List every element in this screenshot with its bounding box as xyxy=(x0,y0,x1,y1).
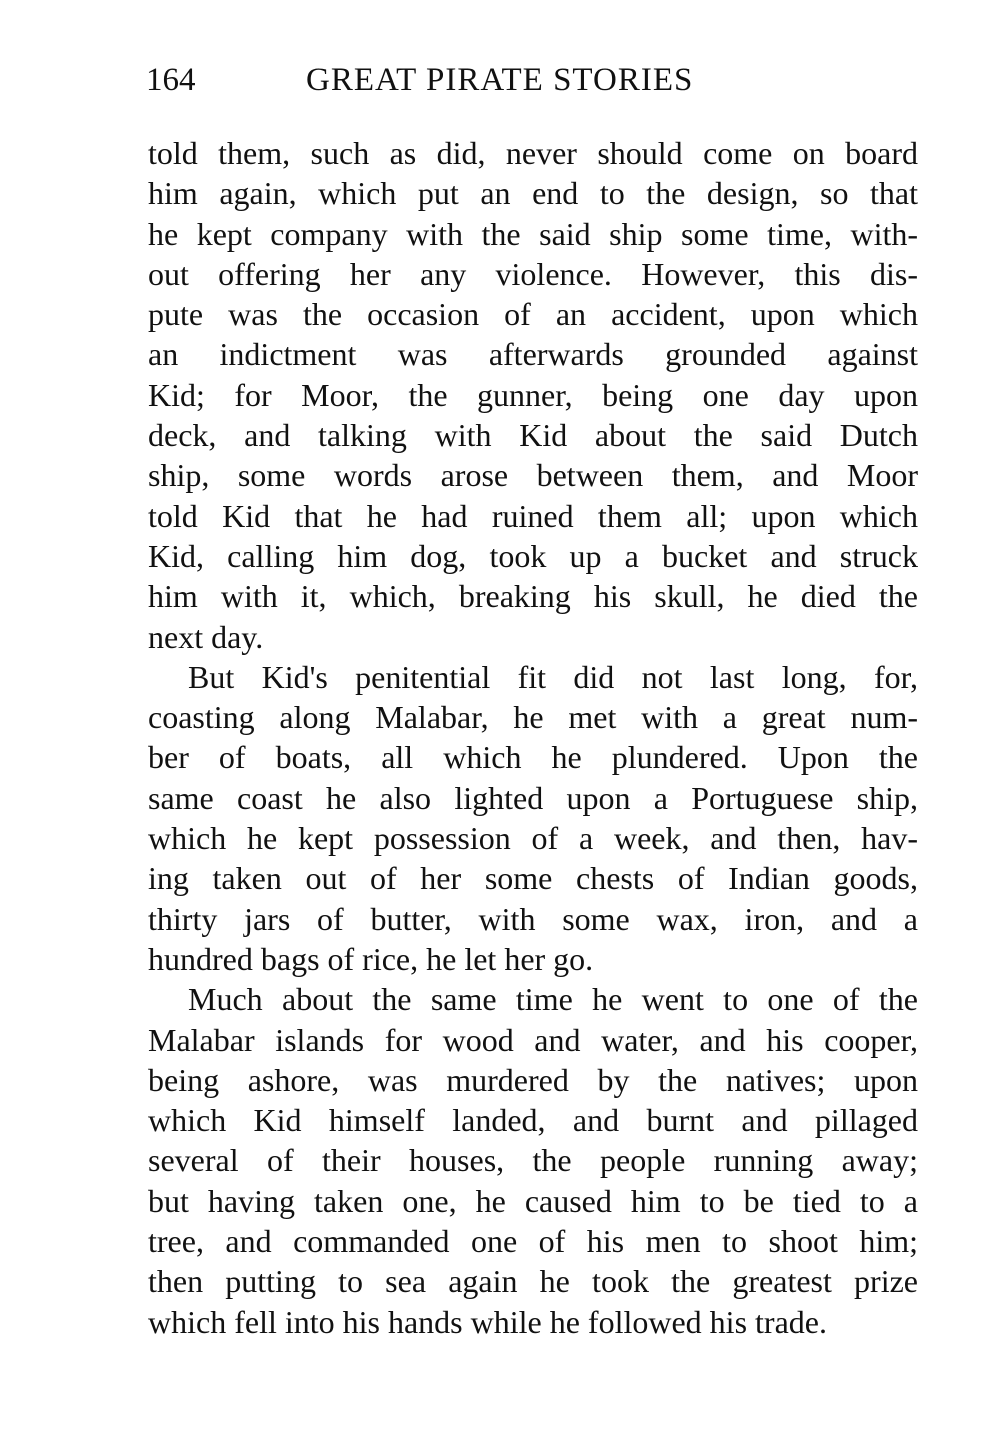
text-line: pute was the occasion of an accident, upon which xyxy=(148,296,918,333)
text-line: ber of boats, all which he plundered. Upon the xyxy=(148,739,918,776)
body-text xyxy=(148,133,918,1342)
page-number: 164 xyxy=(146,62,196,98)
text-line: coasting along Malabar, he met with a great num- xyxy=(148,699,918,736)
page-header xyxy=(146,62,918,106)
text-line: told them, such as did, never should come on board xyxy=(148,135,918,171)
text-line: Kid, calling him dog, took up a bucket and struck xyxy=(148,537,918,574)
text-line: same coast he also lighted upon a Portuguese ship, xyxy=(148,779,918,816)
text-line: Malabar islands for wood and water, and his cooper, xyxy=(148,1021,918,1058)
text-line: him again, which put an end to the design, so that xyxy=(148,175,918,212)
paragraph xyxy=(148,657,918,979)
text-line: several of their houses, the people running away; xyxy=(148,1142,918,1179)
text-line: out offering her any violence. However, this dis- xyxy=(148,255,918,292)
text-line: which he kept possession of a week, and then, hav- xyxy=(148,820,918,857)
text-line: hundred bags of rice, he let her go. xyxy=(148,940,594,977)
text-line: deck, and talking with Kid about the said Dutch xyxy=(148,417,918,454)
text-line: Kid; for Moor, the gunner, being one day upon xyxy=(148,376,918,413)
text-line: him with it, which, breaking his skull, he died the xyxy=(148,578,918,615)
text-line: told Kid that he had ruined them all; upon which xyxy=(148,497,918,534)
text-line: Much about the same time he went to one of the xyxy=(188,981,918,1018)
paragraph xyxy=(148,979,918,1342)
text-line: which Kid himself landed, and burnt and pillaged xyxy=(148,1102,918,1139)
text-line: ship, some words arose between them, and Moor xyxy=(148,457,918,494)
text-line: next day. xyxy=(148,618,264,655)
running-title: GREAT PIRATE STORIES xyxy=(306,62,694,98)
paragraph xyxy=(148,133,918,657)
text-line: which fell into his hands while he followed his trade. xyxy=(148,1303,827,1340)
text-line: being ashore, was murdered by the natives; upon xyxy=(148,1061,918,1098)
text-line: But Kid's penitential fit did not last long, for, xyxy=(188,658,918,695)
text-line: an indictment was afterwards grounded against xyxy=(148,336,918,373)
text-line: then putting to sea again he took the greatest prize xyxy=(148,1263,918,1300)
text-line: thirty jars of butter, with some wax, iron, and a xyxy=(148,900,918,937)
text-line: but having taken one, he caused him to be tied to a xyxy=(148,1182,918,1219)
text-line: ing taken out of her some chests of Indian goods, xyxy=(148,860,918,897)
text-line: tree, and commanded one of his men to shoot him; xyxy=(148,1223,918,1260)
text-line: he kept company with the said ship some time, with- xyxy=(148,215,918,252)
